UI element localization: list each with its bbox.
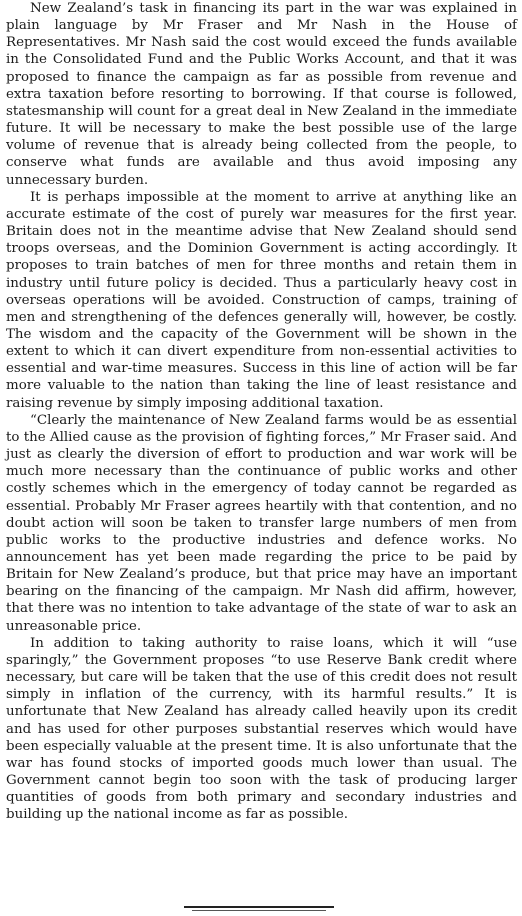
paragraph-2: It is perhaps impossible at the moment to arrive at anything like an accurate estimate of the cost of purely war measures for the first year. Britain does not in the meantime advise that New Zealand should send troops overseas, and the Dominion Government is acting accordingly. It proposes to train batches of men for three months and retain them in industry until future policy is decided. Thus a particularly heavy cost in overseas operations will be avoided. Construction of camps, training of men and strengthening of the defences generally will, however, be costly. The wisdom and the capacity of the Government will be shown in the extent to which it can divert expenditure from non-essential activities to essential and war-time measures. Success in this line of action will be far more valuable to the nation than taking the line of least resistance and raising revenue by simply imposing additional taxation. — [6, 189, 517, 411]
paragraph-3: “Clearly the maintenance of New Zealand farms would be as essential to the Allied cause as the provision of fighting forces,” Mr Fraser said. And just as clearly the diversion of effort to production and war work will be much more necessary than the continuance of public works and other costly schemes which in the emergency of today cannot be regarded as essential. Probably Mr Fraser agrees heartily with that contention, and no doubt action will soon be taken to transfer large numbers of men from public works to the productive industries and defence works. No announcement has yet been made regarding the price to be paid by Britain for New Zealand’s produce, but that price may have an important bearing on the financing of the campaign. Mr Nash did affirm, however, that there was no intention to take advantage of the state of war to ask an unreasonable price. — [6, 412, 517, 634]
paragraph-4: In addition to taking authority to raise loans, which it will “use sparingly,” the Government proposes “to use Reserve Bank credit where necessary, but care will be taken that the use of this credit does not result simply in inflation of the currency, with its harmful results.” It is unfortunate that New Zealand has already called heavily upon its credit and has used for other purposes substantial reserves which would have been especially valuable at the present time. It is also unfortunate that the war has found stocks of imported goods much lower than usual. The Government cannot begin too soon with the task of producing larger quantities of goods from both primary and secondary industries and building up the national income as far as possible. — [6, 635, 517, 823]
article-body — [6, 0, 517, 824]
paragraph-1: New Zealand’s task in financing its part in the war was explained in plain language by Mr Fraser and Mr Nash in the House of Representatives. Mr Nash said the cost would exceed the funds available in the Consolidated Fund and the Public Works Account, and that it was proposed to finance the campaign as far as possible from revenue and extra taxation before resorting to borrowing. If that course is followed, statesmanship will count for a great deal in New Zealand in the immediate future. It will be necessary to make the best possible use of the large volume of revenue that is already being collected from the people, to conserve what funds are available and thus avoid imposing any unnecessary burden. — [6, 1, 517, 188]
end-rule-divider — [184, 906, 334, 908]
